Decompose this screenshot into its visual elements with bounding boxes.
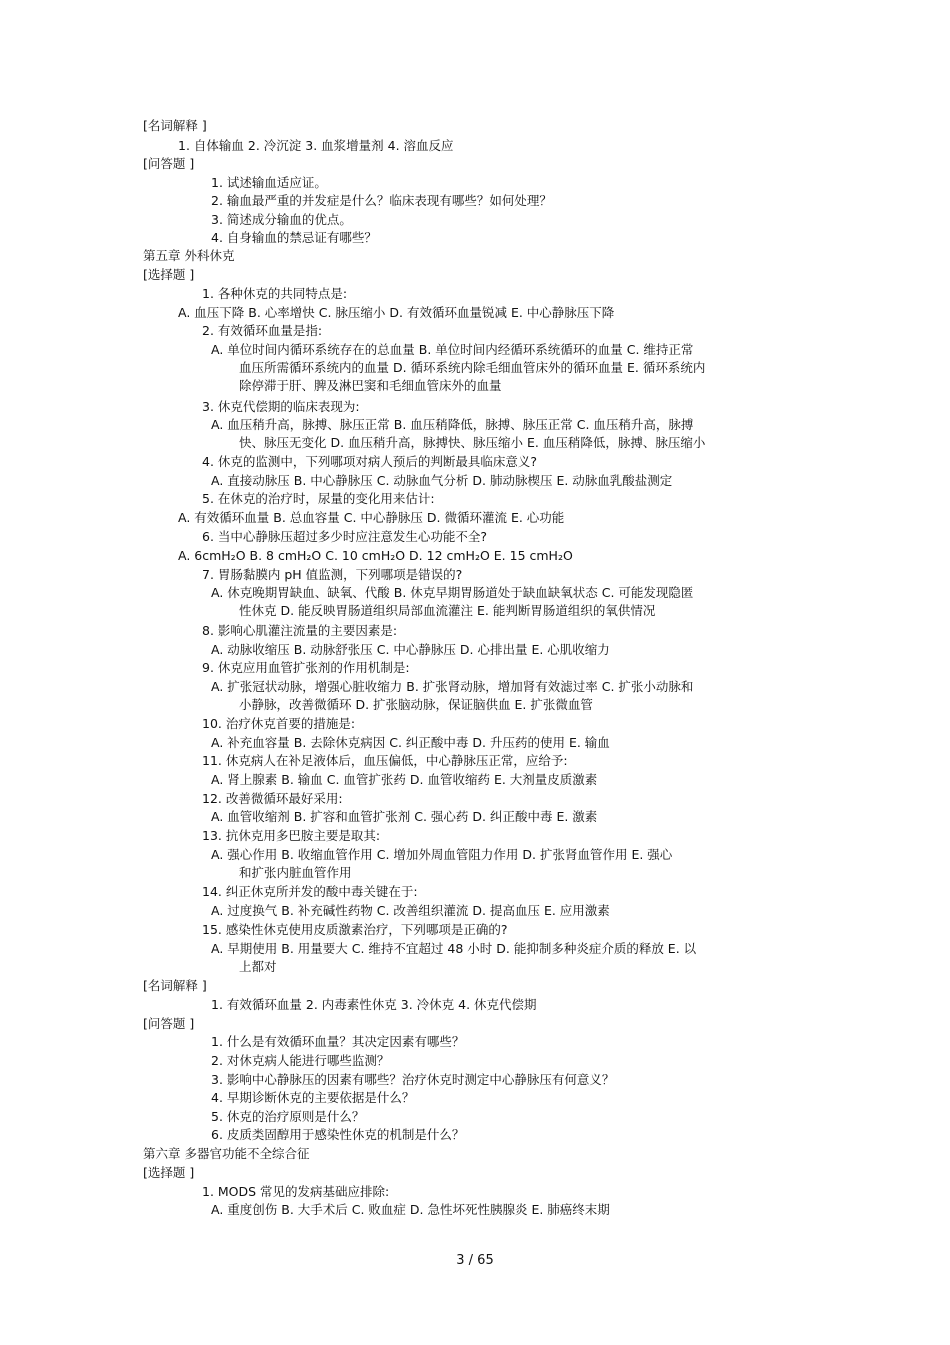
question-item: 5. 休克的治疗原则是什么？ (211, 1109, 365, 1124)
question-item: 2. 输血最严重的并发症是什么？临床表现有哪些？如何处理？ (211, 193, 552, 208)
question-stem: 12. 改善微循环最好采用: (202, 791, 343, 806)
question-item: 1. 试述输血适应证。 (211, 175, 327, 190)
question-stem: 6. 当中心静脉压超过多少时应注意发生心功能不全? (202, 529, 488, 544)
question-item: 3. 简述成分输血的优点。 (211, 212, 352, 227)
answer-options: 血压所需循环系统内的血量 D. 循环系统内除毛细血管床外的循环血量 E. 循环系统内 (239, 360, 706, 375)
answer-options: A. 肾上腺素 B. 输血 C. 血管扩张药 D. 血管收缩药 E. 大剂量皮质激素 (211, 772, 598, 787)
question-stem: 10. 治疗休克首要的措施是: (202, 716, 356, 731)
question-stem: 4. 休克的监测中，下列哪项对病人预后的判断最具临床意义? (202, 454, 538, 469)
question-stem: 13. 抗休克用多巴胺主要是取其: (202, 828, 381, 843)
section-heading: [问答题 ] (143, 1016, 195, 1031)
question-stem: 14. 纠正休克所并发的酸中毒关键在于: (202, 884, 418, 899)
answer-options: A. 动脉收缩压 B. 动脉舒张压 C. 中心静脉压 D. 心排出量 E. 心肌收缩力 (211, 642, 610, 657)
answer-options: A. 6cmH₂O B. 8 cmH₂O C. 10 cmH₂O D. 12 cmH₂O E. 15 cmH₂O (178, 548, 573, 563)
question-stem: 15. 感染性休克使用皮质激素治疗，下列哪项是正确的? (202, 922, 508, 937)
question-stem: 7. 胃肠黏膜内 pH 值监测，下列哪项是错误的? (202, 567, 463, 582)
question-stem: 1. 各种休克的共同特点是: (202, 286, 348, 301)
answer-options: A. 血管收缩剂 B. 扩容和血管扩张剂 C. 强心药 D. 纠正酸中毒 E. 激素 (211, 809, 598, 824)
question-item: 6. 皮质类固醇用于感染性休克的机制是什么？ (211, 1127, 465, 1142)
question-item: 3. 影响中心静脉压的因素有哪些？治疗休克时测定中心静脉压有何意义？ (211, 1072, 615, 1087)
question-stem: 9. 休克应用血管扩张剂的作用机制是: (202, 660, 410, 675)
answer-options: A. 单位时间内循环系统存在的总血量 B. 单位时间内经循环系统循环的血量 C. 维持正常 (211, 342, 694, 357)
term-list: 1. 自体输血 2. 冷沉淀 3. 血浆增量剂 4. 溶血反应 (178, 138, 454, 153)
answer-options: A. 休克晚期胃缺血、缺氧、代酸 B. 休克早期胃肠道处于缺血缺氧状态 C. 可能发现隐匿 (211, 585, 694, 600)
answer-options: A. 有效循环血量 B. 总血容量 C. 中心静脉压 D. 微循环灌流 E. 心功能 (178, 510, 565, 525)
question-item: 2. 对休克病人能进行哪些监测？ (211, 1053, 390, 1068)
answer-options: A. 强心作用 B. 收缩血管作用 C. 增加外周血管阻力作用 D. 扩张肾血管作用 E. 强心 (211, 847, 673, 862)
term-list: 1. 有效循环血量 2. 内毒素性休克 3. 冷休克 4. 休克代偿期 (211, 997, 537, 1012)
question-stem: 1. MODS 常见的发病基础应排除: (202, 1184, 390, 1199)
answer-options: 快、脉压无变化 D. 血压稍升高，脉搏快、脉压缩小 E. 血压稍降低，脉搏、脉压缩小 (239, 435, 706, 450)
answer-options: 上都对 (239, 959, 277, 974)
answer-options: A. 过度换气 B. 补充碱性药物 C. 改善组织灌流 D. 提高血压 E. 应用激素 (211, 903, 610, 918)
chapter-title: 第六章 多器官功能不全综合征 (143, 1146, 310, 1161)
section-heading: [问答题 ] (143, 156, 195, 171)
answer-options: 性休克 D. 能反映胃肠道组织局部血流灌注 E. 能判断胃肠道组织的氧供情况 (239, 603, 656, 618)
question-stem: 3. 休克代偿期的临床表现为: (202, 399, 360, 414)
question-item: 4. 早期诊断休克的主要依据是什么？ (211, 1090, 415, 1105)
section-heading: [选择题 ] (143, 267, 195, 282)
answer-options: A. 早期使用 B. 用量要大 C. 维持不宜超过 48 小时 D. 能抑制多种炎症介质的释放 E. 以 (211, 941, 697, 956)
answer-options: A. 重度创伤 B. 大手术后 C. 败血症 D. 急性坏死性胰腺炎 E. 肺癌终末期 (211, 1202, 610, 1217)
question-item: 4. 自身输血的禁忌证有哪些？ (211, 230, 377, 245)
section-heading: [选择题 ] (143, 1165, 195, 1180)
page-number: 3 / 65 (456, 1253, 494, 1268)
question-stem: 11. 休克病人在补足液体后，血压偏低，中心静脉压正常，应给予: (202, 753, 568, 768)
question-stem: 5. 在休克的治疗时，尿量的变化用来估计: (202, 491, 435, 506)
answer-options: A. 血压稍升高，脉搏、脉压正常 B. 血压稍降低，脉搏、脉压正常 C. 血压稍升高，脉搏 (211, 417, 694, 432)
question-item: 1. 什么是有效循环血量？其决定因素有哪些？ (211, 1034, 465, 1049)
answer-options: 和扩张内脏血管作用 (239, 865, 352, 880)
section-heading: [名词解释 ] (143, 118, 207, 133)
question-stem: 8. 影响心肌灌注流量的主要因素是: (202, 623, 398, 638)
chapter-title: 第五章 外科休克 (143, 248, 235, 263)
answer-options: A. 直接动脉压 B. 中心静脉压 C. 动脉血气分析 D. 肺动脉楔压 E. 动脉血乳酸盐测定 (211, 473, 673, 488)
answer-options: 小静脉，改善微循环 D. 扩张脑动脉，保证脑供血 E. 扩张微血管 (239, 697, 593, 712)
section-heading: [名词解释 ] (143, 978, 207, 993)
question-stem: 2. 有效循环血量是指: (202, 323, 323, 338)
answer-options: A. 血压下降 B. 心率增快 C. 脉压缩小 D. 有效循环血量锐减 E. 中心静脉压下降 (178, 305, 615, 320)
answer-options: 除停滞于肝、脾及淋巴窦和毛细血管床外的血量 (239, 378, 502, 393)
answer-options: A. 扩张冠状动脉，增强心脏收缩力 B. 扩张肾动脉，增加肾有效滤过率 C. 扩张小动脉和 (211, 679, 694, 694)
answer-options: A. 补充血容量 B. 去除休克病因 C. 纠正酸中毒 D. 升压药的使用 E. 输血 (211, 735, 610, 750)
